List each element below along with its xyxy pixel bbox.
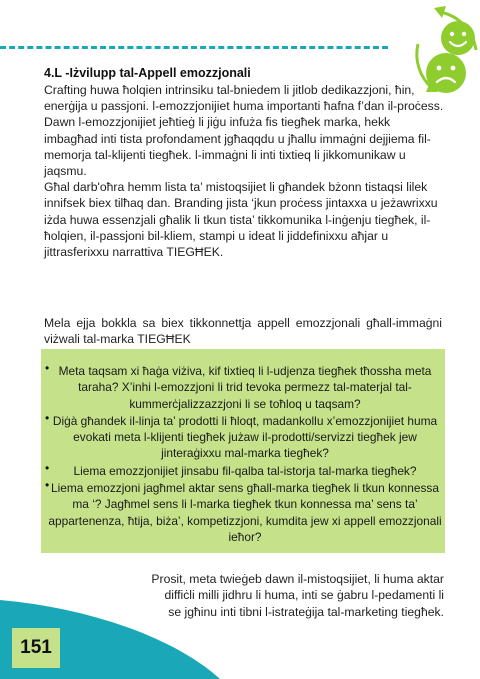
question-text: Diġà għandek il-linja ta’ prodotti li ħloqt, madankollu x’emozzjonijiet huma evokati meta l-klijenti tiegħek jużaw il-prodotti/servizzi tiegħek jew jinteraġixxu mal-marka tiegħek?: [52, 413, 438, 461]
question-item: [45, 410, 443, 463]
question-item: [45, 460, 443, 480]
bullet-icon: •: [45, 478, 50, 493]
question-text: Liema emozzjoni jagħmel aktar sens għall-marka tiegħek li tkun konnessa ma ‘? Jagħmel sens li l-marka tiegħek tkun konnessa ma’ sens ta’ appartenenza, ħtija, biża’, kompetizzjoni, kumditа jew xi appell emozzjonali ieħor?: [48, 481, 442, 544]
bullet-icon: •: [45, 361, 50, 375]
question-item: [47, 363, 443, 413]
questions-list: [41, 349, 445, 546]
smiley-face-icon: [441, 21, 475, 55]
question-item: [47, 480, 443, 546]
lead-text: Mela ejja bokkla sa biex tikkonnettja appell emozzjonali għall-immaġni viżwali tal-marka TIEGĦEK: [44, 316, 442, 347]
bullet-icon: •: [45, 460, 50, 475]
intro-paragraph: Crafting huwa ħolqien intrinsiku tal-bniedem li jitlob dedikazzjoni, ħin, enerġija u passjoni. l-emozzjonijiet huma importanti ħafna f’dan il-proċess.: [44, 83, 444, 114]
question-text: Liema emozzjonijiet jinsabu fil-qalba tal-istorja tal-marka tiegħek?: [73, 463, 417, 478]
bullet-icon: •: [45, 410, 50, 425]
intro-text: [44, 82, 444, 260]
intro-paragraph: Għal darb'oħra hemm lista ta’ mistoqsijiet li għandek bżonn tistaqsi lilek innifsek biex tilħaq dan. Branding jista ‘jkun proċess jintaxxa u jeżawrixxu iżda huwa essenzjali għalik li tkun tista’ tikkomunika l-inġenju tiegħek, il-ħolqien, il-passjoni bil-kliem, stampi u ideat li jiddefinixxu aħjar u jittrasferixxu narrattiva TIEGĦEK.: [44, 180, 438, 260]
question-text: Meta taqsam xi ħaġa viżiva, kif tixtieq li l-udjenza tiegħek tħossha meta taraha? X’inhi l-emozzjoni li trid tevoka permezz tal-materjal tal-kummerċjalizzazzjoni li se toħloq u taqsam?: [58, 364, 432, 411]
header-dashed-line: [0, 46, 388, 49]
intro-paragraph: Dawn l-emozzjonijiet jeħtieġ li jiġu infużа fis tiegħek marka, hekk imbagħad inti tista profondament jgħaqqdu u jħallu immaġni dejjiema fil-memorja tal-klijenti tiegħek. l-immaġni li inti tixtieq li jikkomunikaw u jaqsmu.: [44, 115, 431, 179]
questions-box: [41, 349, 445, 553]
closing-text: Prosit, meta twieġeb dawn il-mistoqsijiet, li huma aktar diffiċli milli jidhru li huma, inti se ġabru l-pedamenti li se jgħinu inti tibni l-istrateġija tal-marketing tiegħek.: [151, 572, 444, 619]
page-number: 151: [12, 628, 60, 668]
section-title: 4.L -Iżvilupp tal-Appell emozzjonali: [44, 66, 251, 80]
footer-wave-band: [0, 600, 480, 679]
